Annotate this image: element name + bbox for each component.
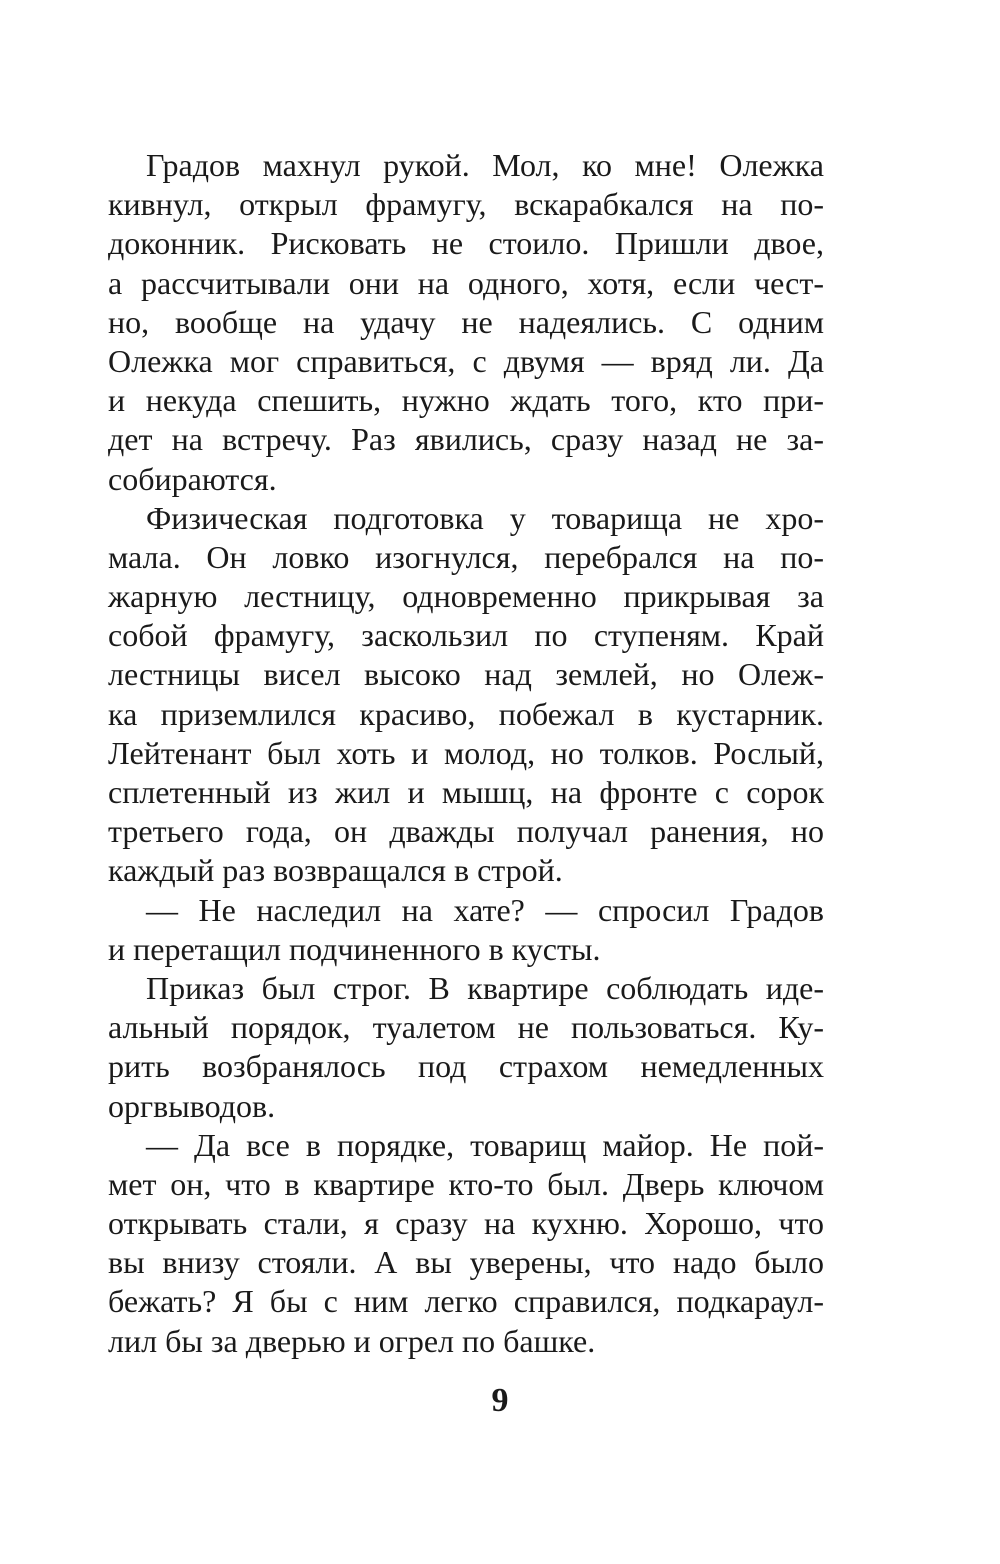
text-line: сплетенный из жил и мышц, на фронте с сорок (108, 774, 824, 810)
paragraph (108, 891, 824, 969)
text-line: жарную лестницу, одновременно прикрывая за (108, 578, 824, 615)
text-line: третьего года, он дважды получал ранения, но (108, 813, 824, 850)
text-line: кивнул, открыл фрамугу, вскарабкался на по- (108, 186, 824, 223)
paragraph (108, 1126, 824, 1361)
text-line: — Не наследил на хате? — спросил Градов (146, 891, 824, 928)
body-text (108, 146, 824, 1361)
text-line: лестницы висел высоко над землей, но Олеж- (108, 656, 824, 693)
paragraph (108, 969, 824, 1126)
text-line: Физическая подготовка у товарища не хро- (146, 499, 824, 536)
text-line: оргвыводов. (108, 1087, 276, 1124)
text-line: мала. Он ловко изогнулся, перебрался на по- (108, 538, 824, 575)
text-line: но, вообще на удачу не надеялись. С одним (108, 303, 824, 340)
text-line: мет он, что в квартире кто-то был. Дверь ключом (108, 1165, 824, 1202)
text-line: Приказ был строг. В квартире соблюдать иде- (146, 969, 824, 1006)
text-line: — Да все в порядке, товарищ майор. Не пой- (146, 1126, 824, 1163)
text-line: и перетащил подчиненного в кусты. (108, 930, 601, 967)
text-line: ка приземлился красиво, побежал в кустарник. (108, 695, 824, 732)
paragraph (108, 499, 824, 891)
text-line: открывать стали, я сразу на кухню. Хорошо, что (108, 1205, 824, 1242)
page-number: 9 (491, 1382, 509, 1419)
text-line: каждый раз возвращался в строй. (108, 852, 563, 889)
text-line: вы внизу стояли. А вы уверены, что надо было (108, 1244, 824, 1281)
text-line: Лейтенант был хоть и молод, но толков. Рослый, (108, 734, 824, 771)
text-line: Градов махнул рукой. Мол, ко мне! Олежка (146, 147, 824, 183)
text-line: Олежка мог справиться, с двумя — вряд ли. Да (108, 342, 824, 379)
text-line: а рассчитывали они на одного, хотя, если чест- (108, 264, 824, 301)
text-line: доконник. Рисковать не стоило. Пришли двое, (108, 225, 824, 262)
text-line: альный порядок, туалетом не пользоваться. Ку- (108, 1009, 824, 1046)
text-line: собираются. (108, 460, 277, 497)
text-line: и некуда спешить, нужно ждать того, кто при- (108, 382, 824, 419)
text-line: рить возбранялось под страхом немедленных (108, 1048, 824, 1085)
text-line: собой фрамугу, заскользил по ступеням. Край (108, 617, 824, 654)
text-line: лил бы за дверью и огрел по башке. (108, 1322, 596, 1359)
text-line: дет на встречу. Раз явились, сразу назад не за- (108, 421, 824, 458)
paragraph (108, 146, 824, 499)
text-line: бежать? Я бы с ним легко справился, подкараул- (108, 1283, 824, 1320)
